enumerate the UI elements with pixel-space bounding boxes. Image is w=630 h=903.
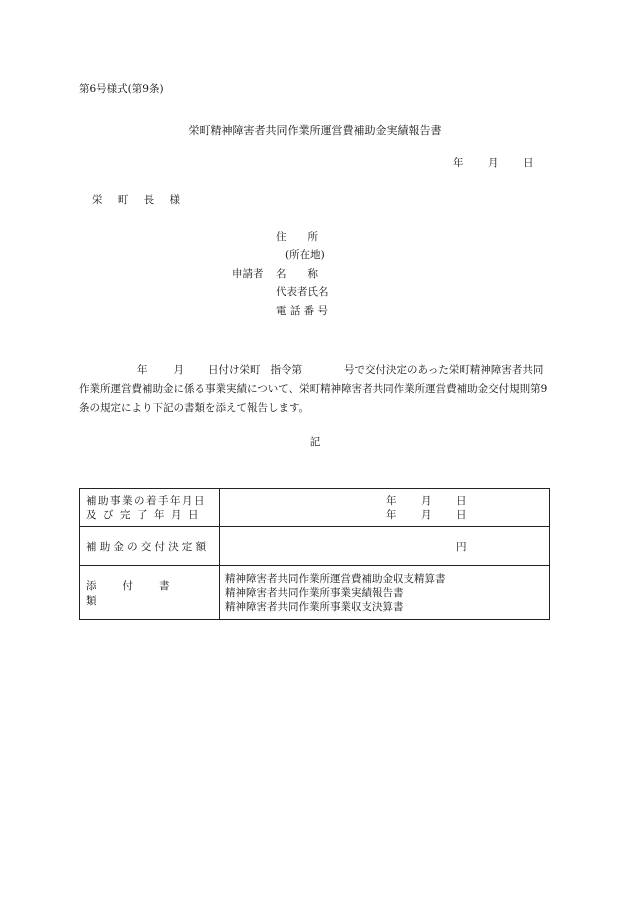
table-row	[80, 489, 550, 527]
start-year-label: 年	[386, 494, 397, 507]
attachments-value-cell	[220, 566, 550, 620]
body-rest: 号で交付決定のあった栄町精神障害者共同作業所運営費補助金に係る事業実績について、栄町精神障害者共同作業所運営費補助金交付規則第9条の規定により下記の書類を添えて報告します。	[79, 364, 548, 414]
applicant-address-label: 住 所	[276, 231, 318, 243]
body-day-suffix: 日付け栄町	[208, 364, 261, 376]
date-year-label: 年	[453, 157, 464, 169]
start-date-label: 補助事業の着手年月日	[86, 494, 206, 507]
date-month-label: 月	[488, 157, 499, 169]
body-month: 月	[173, 364, 184, 376]
attachment-item: 精神障害者共同作業所運営費補助金収支精算書	[225, 572, 446, 585]
start-end-date-label-cell	[80, 489, 220, 527]
attachments-label: 添付書類	[86, 579, 196, 607]
form-number: 第6号様式(第9条)	[79, 83, 164, 95]
table-row	[80, 527, 550, 566]
end-month-label: 月	[421, 508, 432, 521]
end-year-label: 年	[386, 508, 397, 521]
report-body	[79, 361, 549, 418]
applicant-name-label: 名 称	[276, 268, 318, 280]
yen-label: 円	[456, 541, 467, 553]
ki-heading: 記	[309, 436, 321, 448]
grant-amount-label-cell	[80, 527, 220, 566]
document-title: 栄町精神障害者共同作業所運営費補助金実績報告書	[188, 124, 442, 137]
end-date-label: 及び完了年月日	[86, 508, 205, 521]
end-day-label: 日	[456, 508, 467, 521]
report-table	[79, 488, 550, 620]
applicant-address-note: (所在地)	[285, 249, 325, 261]
body-order: 指令第	[270, 364, 302, 376]
attachments-label-cell	[80, 566, 220, 620]
grant-amount-value-cell	[220, 527, 550, 566]
date-day-label: 日	[523, 157, 534, 169]
start-month-label: 月	[421, 494, 432, 507]
applicant-phone-label: 電 話 番 号	[276, 305, 329, 317]
start-end-date-value-cell	[220, 489, 550, 527]
body-year: 年	[137, 364, 148, 376]
attachment-item: 精神障害者共同作業所事業実績報告書	[225, 586, 404, 599]
table-row	[80, 566, 550, 620]
addressee: 栄 町 長 様	[92, 194, 187, 206]
attachment-item: 精神障害者共同作業所事業収支決算書	[225, 600, 404, 613]
grant-amount-label: 補助金の交付決定額	[86, 540, 210, 553]
applicant-representative-label: 代表者氏名	[276, 286, 329, 298]
start-day-label: 日	[456, 494, 467, 507]
applicant-label: 申請者	[232, 268, 264, 280]
